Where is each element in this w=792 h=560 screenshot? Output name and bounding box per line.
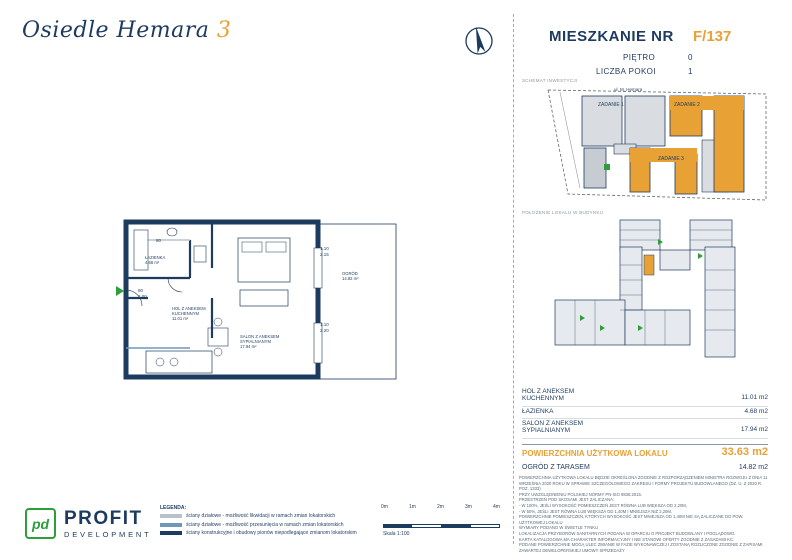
area-value: 17.94 m2 xyxy=(740,426,768,433)
rooms-value: 1 xyxy=(688,67,693,76)
legend-swatch xyxy=(160,514,182,518)
area-value: 4.68 m2 xyxy=(744,408,768,415)
room-name: HOL Z ANEKSEM KUCHENNYM xyxy=(172,306,206,316)
dim-window2b: 2.20 xyxy=(320,328,329,333)
area-row-bathroom xyxy=(522,408,768,419)
north-arrow-icon xyxy=(463,23,495,63)
note-line: KARTA KATALOGOWA MA CHARAKTER INFORMACYJNY I NIE STANOWI OFERTY ZGODNIE Z ZASADAMI KC. xyxy=(519,536,735,542)
scale-tick: 3m xyxy=(465,504,472,510)
total-divider xyxy=(522,444,768,445)
dim-door-b: 2.00 xyxy=(138,294,147,299)
room-living-label xyxy=(240,334,295,349)
area-name: HOL Z ANEKSEM KUCHENNYM xyxy=(522,388,575,402)
room-garden-label xyxy=(342,271,359,281)
area-name: SALON Z ANEKSEM SYPIALNIANYM xyxy=(522,420,584,434)
floor-label: PIĘTRO xyxy=(623,53,656,62)
room-hall-label xyxy=(172,306,232,321)
area-row-living xyxy=(522,420,768,439)
notes xyxy=(519,475,769,553)
company-logo-icon: pd xyxy=(25,508,56,539)
note-line: PODANE POWIERZCHNIE MOGĄ ULEC ZMIANIE W FAZIE WYKONAWCZEJ I ZOSTANĄ ROZLICZONE ZGODNIE Z ZAPISAMI xyxy=(519,542,763,548)
garden-row xyxy=(522,464,768,474)
area-value: 11.01 m2 xyxy=(741,394,768,401)
legend-swatch xyxy=(160,523,182,527)
room-bathroom-label xyxy=(145,255,165,265)
legend-item xyxy=(160,521,357,530)
note-line: - W 100%, JEŚLI WYSOKOŚĆ POMIESZCZEŃ JEST RÓWNA LUB WIĘKSZA OD 2,20M, xyxy=(519,502,687,508)
room-area: 17.94 m² xyxy=(240,344,257,349)
note-line: PRZESTRZEŃ POD SKOSAMI JEST ZALICZANA: xyxy=(519,497,615,503)
company-name: PROFIT xyxy=(64,508,143,529)
scale-label: Skala 1:100 xyxy=(383,531,410,537)
floor-plan xyxy=(112,218,402,380)
stage-2-label: ZADANIE 2 xyxy=(674,102,700,108)
scale-tick: 1m xyxy=(409,504,416,510)
scale-bar xyxy=(381,504,500,537)
building-location-plan xyxy=(540,215,770,365)
investment-label: SCHEMAT INWESTYCJI xyxy=(522,78,578,83)
room-area: 14.82 m² xyxy=(342,276,359,281)
dim-window1b: 2.15 xyxy=(320,252,329,257)
brand-title-text: Osiedle Hemara xyxy=(22,18,210,43)
legend-text: ściany działowe - możliwość przesunięcia w ramach zmian lokatorskich xyxy=(186,521,344,528)
scale-ticks xyxy=(381,504,500,524)
legend-title: LEGENDA: xyxy=(160,505,187,511)
dim-bath-door: 80 xyxy=(156,238,162,243)
scale-segments xyxy=(383,524,500,528)
area-name: ŁAZIENKA xyxy=(522,408,554,415)
garden-label: OGRÓD Z TARASEM xyxy=(522,464,590,471)
scale-tick: 4m xyxy=(493,504,500,510)
investment-schema xyxy=(520,84,770,206)
dim-window2: 1.10 xyxy=(320,322,329,327)
dim-window1: 1.10 xyxy=(320,246,329,251)
room-name: SALON Z ANEKSEM SYPIALNIANYM xyxy=(240,334,280,344)
scale-tick: 0m xyxy=(381,504,388,510)
stage-3-label: ZADANIE 3 xyxy=(658,156,684,162)
note-line: POWIERZCHNIA UŻYTKOWA LOKALU BĘDZIE OKREŚLONA ZGODNIE Z ROZPORZĄDZENIEM MINISTRA ROZWOJU Z DNIA 11 xyxy=(519,475,768,480)
floor-value: 0 xyxy=(688,53,693,62)
room-area: 4.68 m² xyxy=(145,260,160,265)
legend-text: ściany działowe - możliwość likwidacji w ramach zmian lokatorskich xyxy=(186,513,336,520)
note-line: - W 50%, JEŚLI JEST RÓWNA LUB WIĘKSZA OD 1,40M I MNIEJSZA NIŻ 2,20M. xyxy=(519,508,673,514)
brand-title-number: 3 xyxy=(216,18,232,43)
apartment-label: MIESZKANIE NR xyxy=(549,28,674,45)
brand-title xyxy=(22,18,231,43)
investment-street: ul. M. Hemara xyxy=(614,87,643,92)
rooms-label: LICZBA POKOI xyxy=(596,67,656,76)
scale-tick: 2m xyxy=(437,504,444,510)
total-value: 33.63 m2 xyxy=(721,446,768,458)
entrance-arrow-icon xyxy=(116,286,124,296)
dim-door: 90 xyxy=(138,288,144,293)
total-label: POWIERZCHNIA UŻYTKOWA LOKALU xyxy=(522,449,668,458)
room-name: ŁAZIENKA xyxy=(145,255,166,260)
room-name: OGRÓD xyxy=(342,271,358,276)
note-line: WRZEŚNIA 2020 ROKU W SPRAWIE SZCZEGÓŁOWEGO ZAKRESU I FORMY PROJEKTU BUDOWLANEGO (DZ. U. Z 2020 R. POZ. 1333) xyxy=(519,480,763,492)
stage-1-label: ZADANIE 1 xyxy=(598,102,624,108)
room-area: 11.01 m² xyxy=(172,316,189,321)
legend-item xyxy=(160,529,357,538)
note-line: ZAWARTEJ DEWELOPERSKIEJ UMOWY SPRZEDAŻY xyxy=(519,547,625,553)
legend-text: ściany konstrukcyjne i obudowy pionów niepodlegające zmianom lokatorskim xyxy=(186,530,357,537)
total-area xyxy=(522,446,768,458)
area-row-hall xyxy=(522,388,768,407)
company-sub: DEVELOPMENT xyxy=(64,530,152,539)
legend xyxy=(160,505,357,538)
note-line: POWIERZCHNIE POMIESZCZEŃ, KTÓRYCH WYSOKOŚĆ JEST MNIEJSZA OD 1,40M NIE SĄ ZALICZANE DO POW. UŻYTKOWEJ LOKALU xyxy=(519,514,744,525)
garden-value: 14.82 m2 xyxy=(738,464,768,471)
divider xyxy=(513,14,514,544)
note-line: PRZY UWZGLĘDNIENIU POLSKIEJ NORMY PN-ISO 9836:2015. xyxy=(519,491,642,497)
apartment-number: F/137 xyxy=(693,28,732,45)
location-label: POŁOŻENIE LOKALU W BUDYNKU xyxy=(522,210,604,215)
legend-item xyxy=(160,512,357,521)
legend-swatch xyxy=(160,531,182,535)
note-line: LOKALIZACJA PRZYBORÓW SANITARNYCH PODANA W OPARCIU O PROJEKT BUDOWLANY I POGLĄDOWO. xyxy=(519,530,736,536)
note-line: WYMIARY PODANO W ŚWIETLE TYNKU xyxy=(519,525,599,531)
